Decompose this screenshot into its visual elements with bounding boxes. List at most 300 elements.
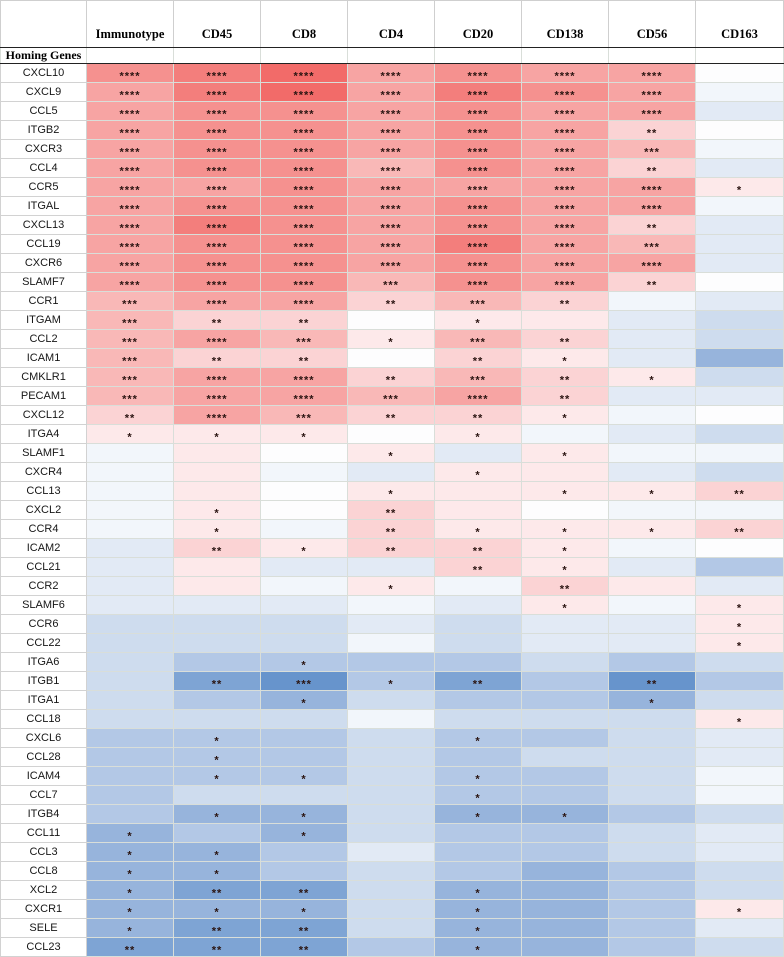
heatmap-cell-ccr1-cd45 xyxy=(174,292,261,311)
gene-row-cxcl6 xyxy=(1,729,784,748)
significance-stars: ** xyxy=(211,678,223,691)
column-header-cd4: CD4 xyxy=(348,1,435,48)
heatmap-cell-cxcl9-cd45 xyxy=(174,83,261,102)
gene-label: ITGAM xyxy=(1,311,87,330)
heatmap-cell-ccl2-cd4 xyxy=(348,330,435,349)
heatmap-cell-ccl21-cd163 xyxy=(696,558,784,577)
heatmap-cell-ccl11-cd163 xyxy=(696,824,784,843)
heatmap-cell-cxcl10-cd56 xyxy=(609,64,696,83)
heatmap-cell-itga4-cd20 xyxy=(435,425,522,444)
heatmap-cell-cxcl13-immunotype xyxy=(87,216,174,235)
significance-stars: ** xyxy=(472,412,484,425)
significance-stars: **** xyxy=(206,336,228,349)
significance-stars: **** xyxy=(641,70,663,83)
significance-stars: * xyxy=(388,583,394,596)
heatmap-cell-sele-cd56 xyxy=(609,919,696,938)
heatmap-cell-ccl11-immunotype xyxy=(87,824,174,843)
gene-row-ccl11 xyxy=(1,824,784,843)
significance-stars: **** xyxy=(206,146,228,159)
heatmap-cell-sele-cd45 xyxy=(174,919,261,938)
significance-stars: ** xyxy=(298,355,310,368)
heatmap-cell-itgal-cd4 xyxy=(348,197,435,216)
significance-stars: ** xyxy=(646,127,658,140)
heatmap-cell-ccl2-cd20 xyxy=(435,330,522,349)
heatmap-cell-ccr5-cd8 xyxy=(261,178,348,197)
heatmap-cell-ccl21-cd8 xyxy=(261,558,348,577)
gene-label: ITGA4 xyxy=(1,425,87,444)
heatmap-cell-ccl5-cd20 xyxy=(435,102,522,121)
heatmap-cell-slamf6-cd138 xyxy=(522,596,609,615)
heatmap-cell-ccr5-cd20 xyxy=(435,178,522,197)
significance-stars: **** xyxy=(467,70,489,83)
significance-stars: *** xyxy=(122,298,138,311)
heatmap-cell-ccr4-cd163 xyxy=(696,520,784,539)
significance-stars: * xyxy=(388,450,394,463)
significance-stars: **** xyxy=(467,108,489,121)
gene-label: CXCL6 xyxy=(1,729,87,748)
heatmap-cell-ccl22-cd138 xyxy=(522,634,609,653)
heatmap-cell-ccr4-immunotype xyxy=(87,520,174,539)
significance-stars: **** xyxy=(293,241,315,254)
heatmap-cell-ccl22-cd4 xyxy=(348,634,435,653)
significance-stars: * xyxy=(475,811,481,824)
heatmap-cell-ccl7-cd56 xyxy=(609,786,696,805)
heatmap-cell-itgal-cd163 xyxy=(696,197,784,216)
heatmap-cell-cxcr3-cd20 xyxy=(435,140,522,159)
heatmap-cell-ccl21-cd138 xyxy=(522,558,609,577)
significance-stars: **** xyxy=(641,203,663,216)
heatmap-cell-sele-cd20 xyxy=(435,919,522,938)
heatmap-cell-ccl22-cd56 xyxy=(609,634,696,653)
significance-stars: **** xyxy=(467,222,489,235)
heatmap-cell-itgal-cd56 xyxy=(609,197,696,216)
heatmap-cell-ccr1-cd4 xyxy=(348,292,435,311)
heatmap-cell-ccl28-immunotype xyxy=(87,748,174,767)
gene-label: CCR6 xyxy=(1,615,87,634)
significance-stars: **** xyxy=(467,241,489,254)
heatmap-cell-cxcl10-immunotype xyxy=(87,64,174,83)
gene-label: CCL21 xyxy=(1,558,87,577)
heatmap-cell-ccl11-cd138 xyxy=(522,824,609,843)
heatmap-cell-cxcl13-cd8 xyxy=(261,216,348,235)
gene-label: CCL13 xyxy=(1,482,87,501)
heatmap-cell-ccr2-cd20 xyxy=(435,577,522,596)
heatmap-cell-slamf6-cd20 xyxy=(435,596,522,615)
heatmap-cell-cxcl13-cd20 xyxy=(435,216,522,235)
heatmap-cell-ccl2-immunotype xyxy=(87,330,174,349)
significance-stars: *** xyxy=(470,336,486,349)
heatmap-cell-ccr4-cd138 xyxy=(522,520,609,539)
heatmap-cell-icam4-cd4 xyxy=(348,767,435,786)
heatmap-cell-slamf7-cd4 xyxy=(348,273,435,292)
heatmap-cell-slamf6-cd45 xyxy=(174,596,261,615)
gene-row-itgb2 xyxy=(1,121,784,140)
significance-stars: *** xyxy=(122,393,138,406)
heatmap-cell-ccl7-cd163 xyxy=(696,786,784,805)
significance-stars: **** xyxy=(293,298,315,311)
heatmap-cell-ccr5-cd4 xyxy=(348,178,435,197)
significance-stars: ** xyxy=(385,298,397,311)
significance-stars: **** xyxy=(293,222,315,235)
heatmap-cell-cxcl13-cd163 xyxy=(696,216,784,235)
gene-label: CXCR6 xyxy=(1,254,87,273)
heatmap-cell-itgb2-cd4 xyxy=(348,121,435,140)
heatmap-cell-cxcr1-cd20 xyxy=(435,900,522,919)
heatmap-cell-ccl5-cd4 xyxy=(348,102,435,121)
significance-stars: *** xyxy=(122,336,138,349)
significance-stars: ** xyxy=(211,355,223,368)
gene-row-cxcr3 xyxy=(1,140,784,159)
column-header-cd138: CD138 xyxy=(522,1,609,48)
heatmap-cell-cxcr4-cd56 xyxy=(609,463,696,482)
heatmap-cell-ccl22-cd8 xyxy=(261,634,348,653)
heatmap-cell-ccr6-immunotype xyxy=(87,615,174,634)
gene-label: CXCL10 xyxy=(1,64,87,83)
significance-stars: ** xyxy=(385,526,397,539)
gene-label: PECAM1 xyxy=(1,387,87,406)
heatmap-cell-itga4-cd56 xyxy=(609,425,696,444)
significance-stars: **** xyxy=(554,279,576,292)
heatmap-cell-itgb2-cd163 xyxy=(696,121,784,140)
heatmap-cell-icam2-cd4 xyxy=(348,539,435,558)
significance-stars: **** xyxy=(206,393,228,406)
heatmap-cell-cxcr4-cd163 xyxy=(696,463,784,482)
heatmap-cell-cmklr1-cd163 xyxy=(696,368,784,387)
significance-stars: **** xyxy=(206,298,228,311)
heatmap-cell-ccl22-cd45 xyxy=(174,634,261,653)
significance-stars: ** xyxy=(472,545,484,558)
significance-stars: * xyxy=(475,887,481,900)
row-header-spacer-cell xyxy=(435,48,522,64)
significance-stars: **** xyxy=(380,108,402,121)
significance-stars: ** xyxy=(385,545,397,558)
gene-row-ccl7 xyxy=(1,786,784,805)
heatmap-cell-ccl21-cd56 xyxy=(609,558,696,577)
heatmap-cell-itga4-immunotype xyxy=(87,425,174,444)
significance-stars: * xyxy=(475,944,481,957)
heatmap-cell-xcl2-cd56 xyxy=(609,881,696,900)
heatmap-cell-ccl18-cd8 xyxy=(261,710,348,729)
heatmap-cell-icam1-cd4 xyxy=(348,349,435,368)
heatmap-cell-cxcl6-cd45 xyxy=(174,729,261,748)
significance-stars: *** xyxy=(383,279,399,292)
heatmap-cell-itgb1-cd138 xyxy=(522,672,609,691)
significance-stars: **** xyxy=(119,222,141,235)
heatmap-cell-ccl7-cd138 xyxy=(522,786,609,805)
significance-stars: * xyxy=(127,431,133,444)
significance-stars: **** xyxy=(206,127,228,140)
gene-row-ccl5 xyxy=(1,102,784,121)
significance-stars: **** xyxy=(293,393,315,406)
heatmap-cell-ccr2-cd138 xyxy=(522,577,609,596)
significance-stars: * xyxy=(475,469,481,482)
heatmap-cell-itgb1-cd8 xyxy=(261,672,348,691)
significance-stars: * xyxy=(214,754,220,767)
significance-stars: **** xyxy=(119,127,141,140)
heatmap-cell-ccl3-cd20 xyxy=(435,843,522,862)
heatmap-cell-cxcr1-cd163 xyxy=(696,900,784,919)
significance-stars: * xyxy=(301,545,307,558)
heatmap-cell-xcl2-immunotype xyxy=(87,881,174,900)
heatmap-cell-ccl22-immunotype xyxy=(87,634,174,653)
heatmap-cell-itga6-cd20 xyxy=(435,653,522,672)
heatmap-cell-cxcl6-cd4 xyxy=(348,729,435,748)
heatmap-cell-xcl2-cd163 xyxy=(696,881,784,900)
heatmap-cell-itga6-cd138 xyxy=(522,653,609,672)
significance-stars: ** xyxy=(298,944,310,957)
gene-row-ccl21 xyxy=(1,558,784,577)
gene-label: ITGA6 xyxy=(1,653,87,672)
heatmap-cell-slamf1-cd4 xyxy=(348,444,435,463)
significance-stars: **** xyxy=(293,184,315,197)
significance-stars: **** xyxy=(380,222,402,235)
heatmap-cell-itgb4-cd163 xyxy=(696,805,784,824)
significance-stars: ** xyxy=(559,393,571,406)
heatmap-cell-ccl18-immunotype xyxy=(87,710,174,729)
heatmap-cell-ccl5-cd138 xyxy=(522,102,609,121)
heatmap-cell-ccr5-cd138 xyxy=(522,178,609,197)
heatmap-cell-ccl28-cd4 xyxy=(348,748,435,767)
significance-stars: ** xyxy=(211,317,223,330)
significance-stars: **** xyxy=(119,108,141,121)
row-header-spacer-cell xyxy=(87,48,174,64)
significance-stars: **** xyxy=(554,222,576,235)
heatmap-cell-cxcr1-cd45 xyxy=(174,900,261,919)
heatmap-cell-itgb2-cd8 xyxy=(261,121,348,140)
significance-stars: **** xyxy=(554,70,576,83)
heatmap-cell-ccl4-cd138 xyxy=(522,159,609,178)
heatmap-cell-cxcr3-cd163 xyxy=(696,140,784,159)
significance-stars: * xyxy=(562,355,568,368)
heatmap-cell-itgb1-cd56 xyxy=(609,672,696,691)
significance-stars: * xyxy=(736,640,743,653)
significance-stars: **** xyxy=(119,279,141,292)
heatmap-cell-cmklr1-cd4 xyxy=(348,368,435,387)
heatmap-cell-ccl28-cd20 xyxy=(435,748,522,767)
heatmap-cell-icam4-cd163 xyxy=(696,767,784,786)
heatmap-cell-sele-cd163 xyxy=(696,919,784,938)
heatmap-cell-cxcl6-cd56 xyxy=(609,729,696,748)
heatmap-cell-cxcl2-cd56 xyxy=(609,501,696,520)
gene-row-ccl22 xyxy=(1,634,784,653)
heatmap-cell-ccl7-cd8 xyxy=(261,786,348,805)
significance-stars: *** xyxy=(644,241,660,254)
column-header-cd45: CD45 xyxy=(174,1,261,48)
gene-label: ITGB1 xyxy=(1,672,87,691)
heatmap-cell-cxcr4-cd8 xyxy=(261,463,348,482)
significance-stars: **** xyxy=(380,260,402,273)
gene-row-slamf6 xyxy=(1,596,784,615)
significance-stars: **** xyxy=(119,260,141,273)
heatmap-cell-ccl23-cd163 xyxy=(696,938,784,957)
heatmap-cell-ccl19-immunotype xyxy=(87,235,174,254)
heatmap-cell-ccl8-cd56 xyxy=(609,862,696,881)
heatmap-cell-cxcl13-cd138 xyxy=(522,216,609,235)
heatmap-cell-cxcl12-cd138 xyxy=(522,406,609,425)
heatmap-cell-ccr1-immunotype xyxy=(87,292,174,311)
significance-stars: **** xyxy=(206,412,228,425)
significance-stars: * xyxy=(475,792,481,805)
heatmap-cell-cxcr4-cd4 xyxy=(348,463,435,482)
heatmap-cell-cxcr6-cd163 xyxy=(696,254,784,273)
heatmap-cell-itgb2-cd45 xyxy=(174,121,261,140)
heatmap-cell-ccr6-cd8 xyxy=(261,615,348,634)
significance-stars: *** xyxy=(383,393,399,406)
heatmap-cell-ccr6-cd163 xyxy=(696,615,784,634)
heatmap-cell-ccl19-cd45 xyxy=(174,235,261,254)
heatmap-cell-itgb1-cd163 xyxy=(696,672,784,691)
gene-label: CXCL9 xyxy=(1,83,87,102)
heatmap-cell-icam1-cd56 xyxy=(609,349,696,368)
heatmap-cell-itgam-cd20 xyxy=(435,311,522,330)
heatmap-cell-ccl28-cd8 xyxy=(261,748,348,767)
heatmap-cell-itga1-cd56 xyxy=(609,691,696,710)
heatmap-cell-cxcl2-cd163 xyxy=(696,501,784,520)
heatmap-cell-ccl13-cd163 xyxy=(696,482,784,501)
heatmap-cell-cmklr1-cd56 xyxy=(609,368,696,387)
significance-stars: ** xyxy=(472,564,484,577)
heatmap-cell-itgb4-cd8 xyxy=(261,805,348,824)
significance-stars: * xyxy=(562,602,568,615)
heatmap-cell-ccl18-cd20 xyxy=(435,710,522,729)
significance-stars: **** xyxy=(206,279,228,292)
heatmap-cell-ccl4-cd4 xyxy=(348,159,435,178)
heatmap-cell-icam2-cd56 xyxy=(609,539,696,558)
heatmap-cell-itga1-cd163 xyxy=(696,691,784,710)
heatmap-cell-ccl11-cd8 xyxy=(261,824,348,843)
heatmap-cell-ccr6-cd20 xyxy=(435,615,522,634)
heatmap-cell-cxcl6-cd138 xyxy=(522,729,609,748)
heatmap-cell-ccr4-cd20 xyxy=(435,520,522,539)
heatmap-cell-ccl8-cd20 xyxy=(435,862,522,881)
gene-row-ccl8 xyxy=(1,862,784,881)
significance-stars: **** xyxy=(119,165,141,178)
heatmap-cell-cxcr1-cd138 xyxy=(522,900,609,919)
row-header-spacer-cell xyxy=(348,48,435,64)
gene-row-itga6 xyxy=(1,653,784,672)
significance-stars: *** xyxy=(296,336,312,349)
heatmap-cell-itga6-cd4 xyxy=(348,653,435,672)
heatmap-cell-ccl19-cd163 xyxy=(696,235,784,254)
heatmap-cell-ccl13-cd4 xyxy=(348,482,435,501)
significance-stars: **** xyxy=(467,279,489,292)
significance-stars: ** xyxy=(646,165,658,178)
gene-label: CCL2 xyxy=(1,330,87,349)
significance-stars: **** xyxy=(380,89,402,102)
heatmap-cell-ccl8-cd8 xyxy=(261,862,348,881)
significance-stars: * xyxy=(475,906,481,919)
gene-label: ITGB2 xyxy=(1,121,87,140)
gene-row-pecam1 xyxy=(1,387,784,406)
significance-stars: * xyxy=(562,526,568,539)
heatmap-body xyxy=(1,48,784,957)
gene-label: ITGA1 xyxy=(1,691,87,710)
heatmap-cell-ccl8-cd163 xyxy=(696,862,784,881)
significance-stars: **** xyxy=(206,260,228,273)
heatmap-cell-pecam1-cd20 xyxy=(435,387,522,406)
heatmap-cell-cmklr1-cd20 xyxy=(435,368,522,387)
gene-label: CCR2 xyxy=(1,577,87,596)
significance-stars: * xyxy=(649,374,655,387)
heatmap-cell-cxcl2-immunotype xyxy=(87,501,174,520)
significance-stars: * xyxy=(301,811,307,824)
gene-label: CXCR3 xyxy=(1,140,87,159)
heatmap-cell-cxcl2-cd20 xyxy=(435,501,522,520)
gene-label: CCL22 xyxy=(1,634,87,653)
heatmap-cell-xcl2-cd45 xyxy=(174,881,261,900)
heatmap-cell-itgal-immunotype xyxy=(87,197,174,216)
heatmap-cell-ccl19-cd56 xyxy=(609,235,696,254)
significance-stars: * xyxy=(736,906,743,919)
heatmap-cell-ccr2-cd4 xyxy=(348,577,435,596)
gene-row-ccl18 xyxy=(1,710,784,729)
heatmap-cell-pecam1-immunotype xyxy=(87,387,174,406)
significance-stars: * xyxy=(736,184,743,197)
heatmap-cell-ccl18-cd45 xyxy=(174,710,261,729)
heatmap-cell-itga1-cd4 xyxy=(348,691,435,710)
significance-stars: * xyxy=(475,925,481,938)
heatmap-cell-icam2-cd20 xyxy=(435,539,522,558)
heatmap-cell-slamf7-cd20 xyxy=(435,273,522,292)
heatmap-cell-cxcr1-cd4 xyxy=(348,900,435,919)
heatmap-cell-itgam-cd8 xyxy=(261,311,348,330)
significance-stars: * xyxy=(649,526,655,539)
significance-stars: *** xyxy=(470,298,486,311)
gene-row-cxcr4 xyxy=(1,463,784,482)
heatmap-cell-cxcl10-cd20 xyxy=(435,64,522,83)
heatmap-cell-itga6-cd45 xyxy=(174,653,261,672)
gene-label: CCL5 xyxy=(1,102,87,121)
significance-stars: * xyxy=(301,431,307,444)
heatmap-cell-ccl4-cd45 xyxy=(174,159,261,178)
significance-stars: * xyxy=(562,564,568,577)
gene-row-ccr4 xyxy=(1,520,784,539)
heatmap-cell-ccr6-cd138 xyxy=(522,615,609,634)
heatmap-cell-cxcl12-cd20 xyxy=(435,406,522,425)
heatmap-cell-ccl13-cd20 xyxy=(435,482,522,501)
heatmap-cell-icam1-cd45 xyxy=(174,349,261,368)
column-header-cd163: CD163 xyxy=(696,1,784,48)
heatmap-cell-ccl13-immunotype xyxy=(87,482,174,501)
gene-label: CXCL12 xyxy=(1,406,87,425)
significance-stars: **** xyxy=(293,374,315,387)
heatmap-cell-icam4-cd20 xyxy=(435,767,522,786)
heatmap-cell-ccl23-cd4 xyxy=(348,938,435,957)
heatmap-cell-cxcr1-immunotype xyxy=(87,900,174,919)
gene-label: CCR5 xyxy=(1,178,87,197)
row-header-spacer-cell xyxy=(261,48,348,64)
significance-stars: **** xyxy=(380,184,402,197)
heatmap-cell-xcl2-cd8 xyxy=(261,881,348,900)
heatmap-cell-ccl4-cd20 xyxy=(435,159,522,178)
heatmap-cell-ccl3-cd56 xyxy=(609,843,696,862)
gene-row-ccl28 xyxy=(1,748,784,767)
significance-stars: **** xyxy=(206,165,228,178)
heatmap-cell-itga1-cd8 xyxy=(261,691,348,710)
significance-stars: * xyxy=(388,336,394,349)
significance-stars: **** xyxy=(206,241,228,254)
heatmap-cell-itgal-cd20 xyxy=(435,197,522,216)
heatmap-cell-slamf1-cd45 xyxy=(174,444,261,463)
heatmap-cell-ccr4-cd4 xyxy=(348,520,435,539)
heatmap-cell-icam4-cd8 xyxy=(261,767,348,786)
significance-stars: **** xyxy=(293,89,315,102)
significance-stars: **** xyxy=(293,127,315,140)
significance-stars: * xyxy=(475,773,481,786)
significance-stars: **** xyxy=(554,108,576,121)
row-header-spacer-cell xyxy=(609,48,696,64)
gene-label: SLAMF1 xyxy=(1,444,87,463)
